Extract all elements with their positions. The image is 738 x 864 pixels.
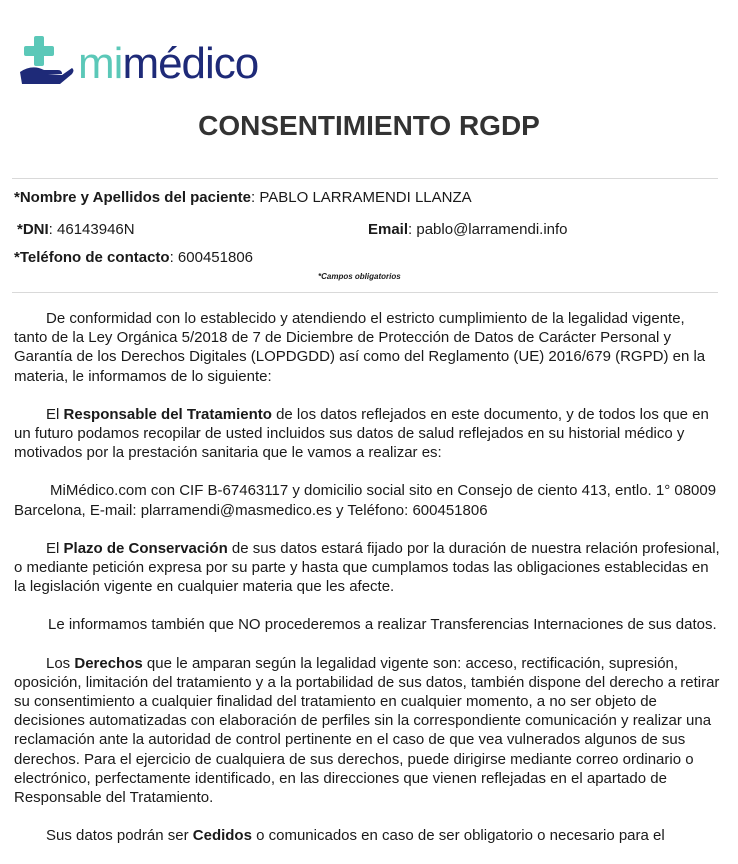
paragraph-company: MiMédico.com con CIF B-67463117 y domicilio social sito en Consejo de ciento 413, entlo. 1° 08009 Barcelona, E-mail: plarramendi@masmedico.es y Teléfono: 600451806 [14, 482, 717, 519]
divider-top [12, 178, 718, 179]
required-note: *Campos obligatorios [318, 272, 401, 281]
patient-email: Email: pablo@larramendi.info [368, 221, 568, 238]
divider-bottom [12, 292, 718, 293]
logo-text: mimédico [78, 39, 259, 88]
paragraph-legal: De conformidad con lo establecido y atendiendo el estricto cumplimiento de la legalidad vigente, tanto de la Ley Orgánica 5/2018 de 7 de Diciembre de Protección de Datos de Carácter Personal y Garantía de los Derechos Digitales (LOPDGDD) así como del Reglamento (UE) 2016/679 (RGPD) en la materia, le informamos de lo siguiente: [14, 310, 706, 385]
paragraph-retention: El Plazo de Conservación de sus datos estará fijado por la duración de nuestra relación profesional, o mediante petición expresa por su parte y hasta que cumplamos todas las obligaciones establecidas en la legislación vigente en cualquier materia que les afecte. [14, 539, 720, 596]
consent-body [14, 309, 720, 864]
hand-plus-icon [18, 34, 74, 86]
paragraph-transfer-third: Sus datos podrán ser Cedidos o comunicados en caso de ser obligatorio o necesario para el [46, 827, 665, 845]
paragraph-transfers: Le informamos también que NO procederemos a realizar Transferencias Internaciones de sus datos. [48, 616, 717, 634]
paragraph-responsible: El Responsable del Tratamiento de los datos reflejados en este documento, y de todos los que en un futuro podamos recopilar de usted incluidos sus datos de salud reflejados en su historial médico y motivados por la prestación sanitaria que le vamos a realizar es: [14, 405, 709, 462]
logo [18, 30, 258, 86]
patient-name: *Nombre y Apellidos del paciente: PABLO LARRAMENDI LLANZA [14, 189, 472, 206]
paragraph-rights: Los Derechos que le amparan según la legalidad vigente son: acceso, rectificación, supresión, oposición, limitación del tratamiento y a la portabilidad de sus datos, también dispone del derecho a retirar su consentimiento a cualquier finalidad del tratamiento en cualquier momento, a no ser objeto de decisiones automatizadas con elaboración de perfiles sin la correspondiente comunicación y realizar una reclamación ante la autoridad de control pertinente en el caso de que vea vulnerados algunos de sus derechos. Para el ejercicio de cualquiera de sus derechos, puede dirigirse mediante correo ordinario o electrónico, perfectamente identificado, en las direcciones que vienen reflejadas en el apartado de Responsable del Tratamiento. [14, 654, 720, 807]
patient-phone: *Teléfono de contacto: 600451806 [14, 249, 254, 266]
patient-dni: *DNI: 46143946N [17, 221, 135, 238]
page-title: CONSENTIMIENTO RGDP [198, 110, 540, 141]
